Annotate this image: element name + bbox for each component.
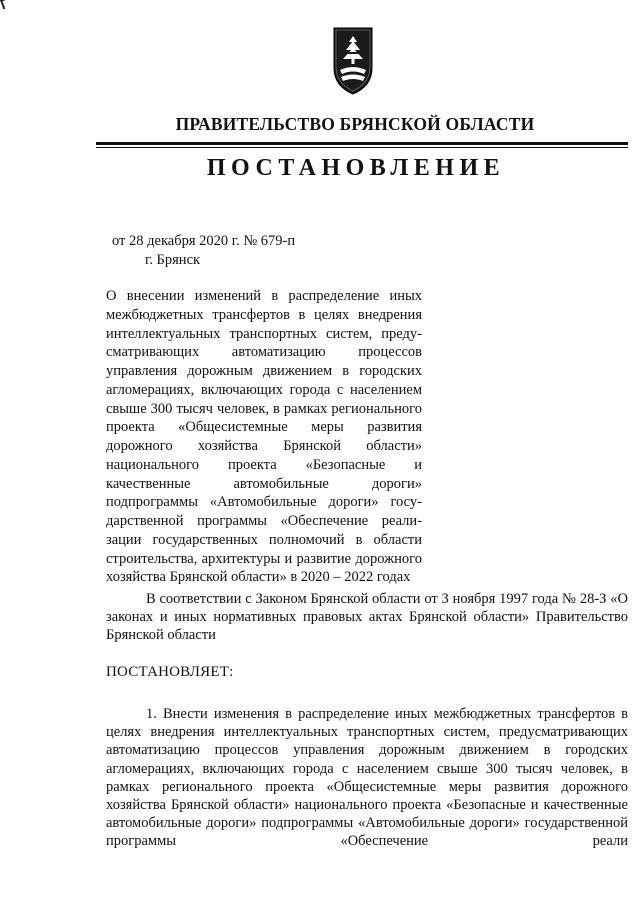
document-date-number: от 28 декабря 2020 г. № 679-п: [112, 233, 296, 249]
government-name: ПРАВИТЕЛЬСТВО БРЯНСКОЙ ОБЛАСТИ: [175, 114, 535, 134]
header-rule-thick: [96, 142, 628, 145]
document-city: г. Брянск: [145, 252, 201, 268]
clause-1: 1. Внести изменения в распределение иных межбюджетных трансфертов в целях внедрения интеллектуальных транспортных систем, предусматривающих автоматизацию процессов управления дорожным движением в городских агломерациях, включающих города с населением свыше 300 тысяч человек, в рамках регионального проекта «Общесистемные меры развития дорожного хозяйства Брянской области» национального проекта «Безопасные и качественные автомобильные дороги» подпрограммы «Автомобильные дороги» государственной программы «Обеспечение реали: [106, 706, 628, 850]
coat-of-arms-icon: [326, 24, 380, 96]
decree-word: ПОСТАНОВЛЯЕТ:: [106, 664, 234, 680]
document-subject: О внесении изменений в распределение иных межбюджетных трансфертов в целях внедрения интеллектуальных транспортных систем, предусматривающих автоматизацию процессов управления дорожным движением в городских агломерациях, включающих города с населением свыше 300 тысяч человек, в рамках регионального проекта «Общесистемные меры развития дорожного хозяйства Брянской области» национального проекта «Безопасные и качественные автомобильные дороги» подпрограммы «Автомобильные дороги» государственной программы «Обеспечение реализации государственных полномочий в области строительства, архитектуры и развитие дорожного хозяйства Брянской области» в 2020 – 2022 годах: [106, 288, 422, 586]
preamble-paragraph: В соответствии с Законом Брянской области от 3 ноября 1997 года № 28-З «О законах и иных нормативных правовых актах Брянской области» Правительство Брянской области: [106, 591, 628, 643]
scan-corner-mark: [0, 0, 13, 9]
header-rule-thin: [96, 147, 628, 148]
document-type: ПОСТАНОВЛЕНИЕ: [206, 155, 506, 181]
